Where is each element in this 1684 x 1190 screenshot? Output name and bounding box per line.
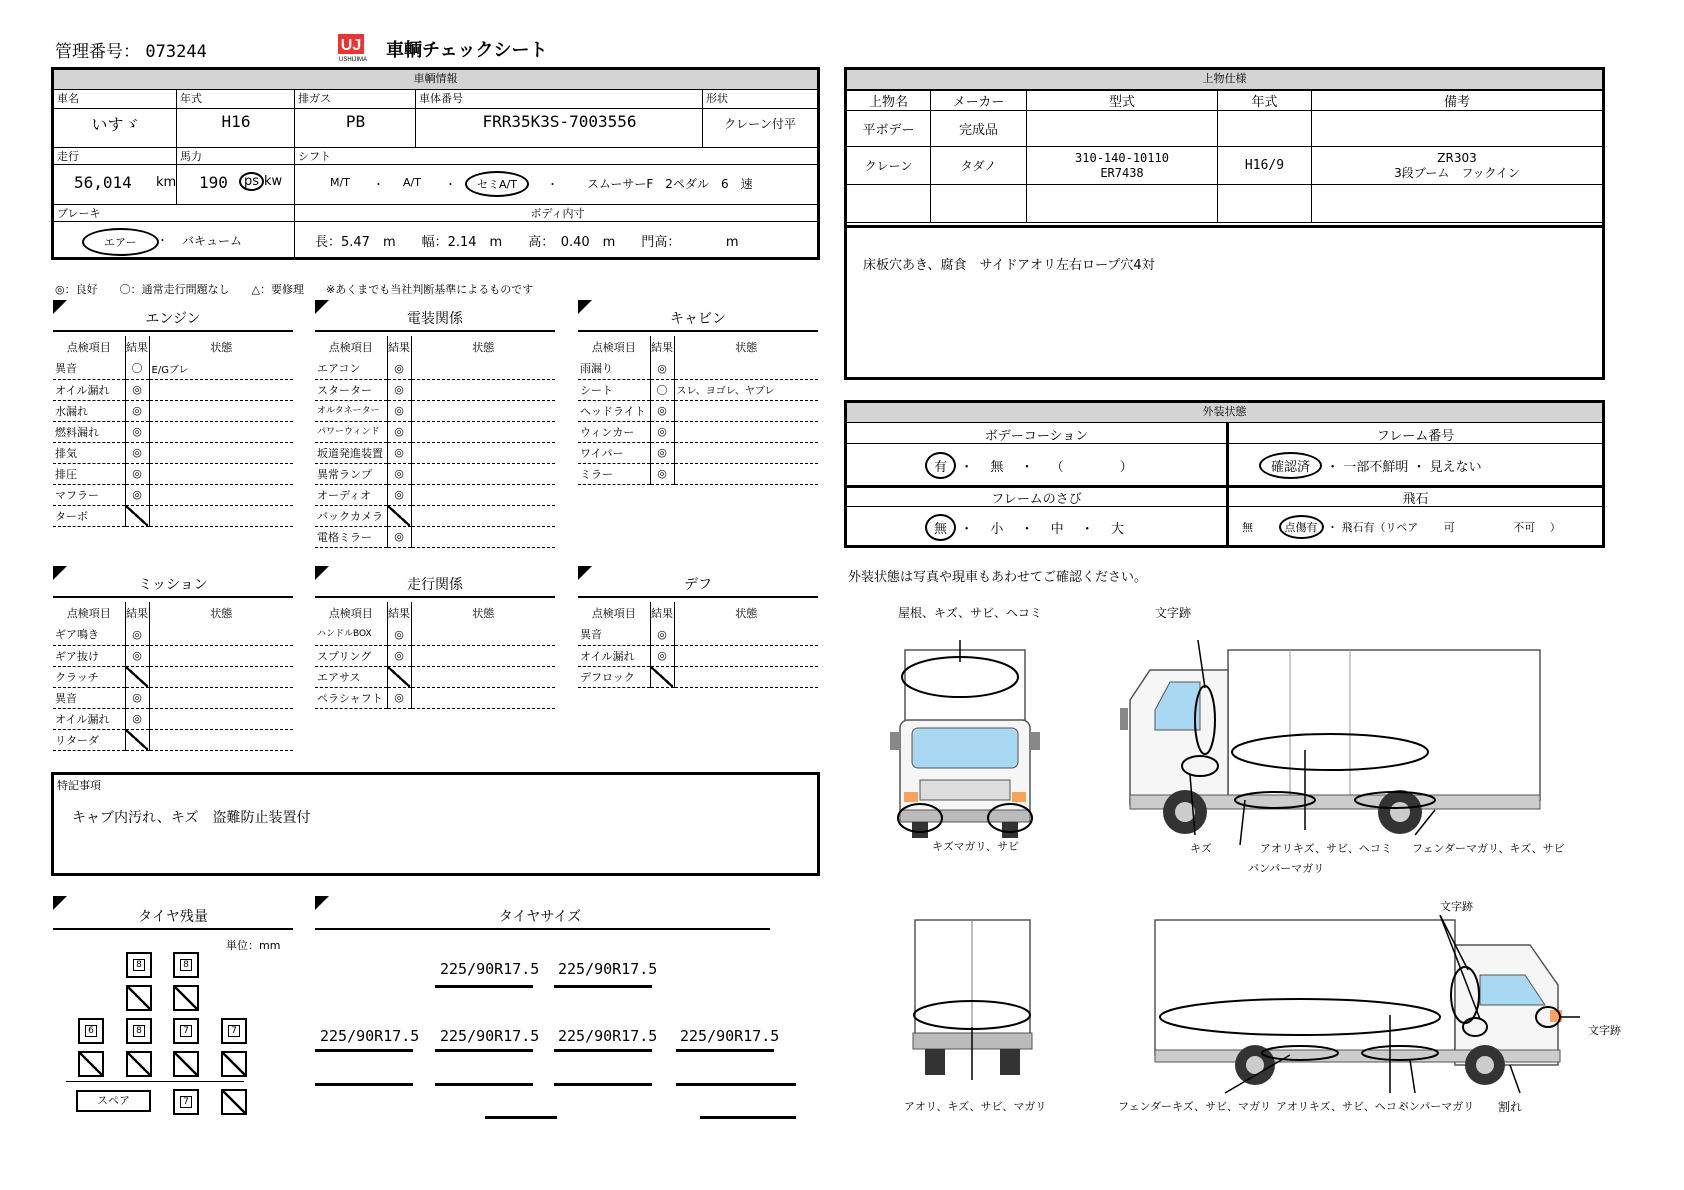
tire-size-rear-3: 225/90R17.5 [558, 1027, 658, 1045]
column-header: 結果 [387, 602, 411, 624]
inspection-row [53, 505, 293, 526]
shape-value: クレーン付平 [724, 117, 796, 131]
inspection-state: スレ、ヨゴレ、ヤブレ [674, 379, 818, 400]
tire-rear-3: 7 [173, 1018, 199, 1044]
inspection-row [53, 645, 293, 666]
inspection-result: ◎ [387, 358, 411, 379]
upper-row [847, 185, 1603, 223]
inspection-state [411, 421, 555, 442]
inspection-state [674, 463, 818, 484]
inspection-result: ◎ [650, 421, 674, 442]
upper-row: 平ボデー 完成品 [847, 111, 1603, 147]
inspection-result: ◎ [125, 484, 149, 505]
inspection-item: 排圧 [53, 463, 125, 484]
inspection-row [578, 421, 818, 442]
inspection-row [315, 358, 555, 379]
inspection-row [315, 400, 555, 421]
inspection-row [315, 421, 555, 442]
inspection-item: クラッチ [53, 666, 125, 687]
inspection-row [53, 624, 293, 645]
inspection-state [674, 442, 818, 463]
truck-front-diagram [890, 640, 1040, 840]
column-header: 点検項目 [53, 602, 125, 624]
side-scratch-caption: キズ [1190, 842, 1212, 855]
cabin-section-title: キャビン [670, 311, 726, 327]
column-header: 結果 [125, 336, 149, 358]
truck-left-side-diagram [1110, 640, 1550, 850]
inspection-result: ◎ [650, 463, 674, 484]
inspection-state [674, 624, 818, 645]
side-bumper-caption: バンパーマガリ [1248, 862, 1325, 875]
chassis-value: FRR35K3S-7003556 [482, 112, 637, 131]
shape-label: 形状 [706, 92, 728, 105]
column-header: 状態 [472, 341, 495, 354]
inspection-row [53, 729, 293, 750]
vehicle-info-title: 車輌情報 [54, 70, 817, 90]
inspection-item: シート [578, 379, 650, 400]
shift-at: A/T [403, 176, 421, 189]
upper-spec-table [846, 90, 1603, 223]
inspection-item: スターター [315, 379, 387, 400]
inspection-item: スプリング [315, 645, 387, 666]
not-applicable-mark [651, 667, 673, 687]
inspection-result: ◎ [125, 400, 149, 421]
inspection-state [411, 463, 555, 484]
right-letter-caption-2: 文字跡 [1588, 1024, 1621, 1037]
inspection-state [149, 687, 293, 708]
inspection-item: ギア抜け [53, 645, 125, 666]
inspection-row [578, 645, 818, 666]
maker-value: いすゞ [91, 115, 140, 134]
inspection-item: 坂道発進装置 [315, 442, 387, 463]
tire-size-rear-4: 225/90R17.5 [680, 1027, 780, 1045]
inspection-row [578, 624, 818, 645]
brake-vacuum: バキューム [182, 234, 243, 248]
body-coating-label: ボデーコーション [984, 429, 1089, 444]
inspection-result: ◎ [387, 526, 411, 547]
column-header: 状態 [210, 341, 233, 354]
engine-inspection-table [53, 336, 293, 527]
inspection-row [315, 687, 555, 708]
inspection-result [650, 666, 674, 687]
tire-size-front-right: 225/90R17.5 [558, 960, 658, 978]
tire-rear-4: 7 [221, 1018, 247, 1044]
tire-size-rear-1: 225/90R17.5 [320, 1027, 420, 1045]
inspection-state [674, 645, 818, 666]
inspection-item: 雨漏り [578, 358, 650, 379]
column-header: 結果 [650, 336, 674, 358]
inspection-item: オイル漏れ [53, 708, 125, 729]
inspection-row [315, 624, 555, 645]
running-inspection-table [315, 602, 555, 709]
inspection-item: リターダ [53, 729, 125, 750]
inspection-state [674, 421, 818, 442]
inspection-item: 異音 [53, 358, 125, 379]
inspection-state [411, 358, 555, 379]
inspection-result: ◎ [387, 687, 411, 708]
inspection-state [674, 400, 818, 421]
inspection-result: ◎ [650, 358, 674, 379]
mileage-unit: km [156, 175, 177, 190]
tire-size-rear-2: 225/90R17.5 [440, 1027, 540, 1045]
body-dims-value: 長：5.47 m 幅：2.14 m 高： 0.40 m 門高： m [315, 235, 739, 250]
inspection-item: ターボ [53, 505, 125, 526]
logo-text: USHIJIMA [338, 57, 368, 63]
not-applicable-mark [388, 506, 410, 526]
inspection-row [315, 666, 555, 687]
tire-front-left-empty [126, 985, 152, 1011]
inspection-row [315, 484, 555, 505]
management-number [55, 37, 207, 62]
inspection-row [578, 379, 818, 400]
inspection-result: ◎ [125, 421, 149, 442]
inspection-result: ◎ [387, 442, 411, 463]
inspection-result: ◎ [125, 463, 149, 484]
column-header: 点検項目 [578, 602, 650, 624]
inspection-row [53, 421, 293, 442]
front-top-caption: 屋根、キズ、サビ、ヘコミ [898, 606, 1043, 620]
inspection-state [149, 505, 293, 526]
inspection-item: 異音 [578, 624, 650, 645]
inspection-result: ◎ [125, 442, 149, 463]
inspection-result [387, 666, 411, 687]
column-header: 状態 [735, 341, 758, 354]
column-header: 結果 [650, 602, 674, 624]
right-aori-caption: アオリキズ、サビ、ヘコミ [1276, 1100, 1408, 1113]
inspection-state [149, 645, 293, 666]
tire-rear-1: 6 [78, 1018, 104, 1044]
inspection-result: ◎ [650, 400, 674, 421]
inspection-item: ハンドルBOX [315, 624, 387, 645]
upper-spec-box [844, 67, 1605, 380]
inspection-row [315, 442, 555, 463]
not-applicable-mark [388, 667, 410, 687]
inspection-item: エアサス [315, 666, 387, 687]
diff-inspection-table [578, 602, 818, 688]
inspection-item: ペラシャフト [315, 687, 387, 708]
inspection-row [315, 463, 555, 484]
column-header: 点検項目 [578, 336, 650, 358]
inspection-state [674, 358, 818, 379]
inspection-result: ◎ [125, 708, 149, 729]
maker-label: 車名 [57, 92, 79, 105]
column-header: 結果 [387, 336, 411, 358]
inspection-row [53, 400, 293, 421]
legend: ◎：良好 〇：通常走行問題なし △：要修理 ※あくまでも当社判断基準によるものです [55, 283, 534, 296]
chip-label: 飛石 [1402, 492, 1429, 507]
inspection-state [411, 379, 555, 400]
upper-col-model: 型式 [1027, 91, 1218, 111]
vehicle-info-box: 車輌情報 車名 いすゞ 年式 H16 排ガス PB 車体番号 FRR35K3S-7003556 形状 クレーン付平 走行 56,014 km 馬力 190 ps kw シフト M/T ・ A/T ・ セミA/T ・ スムーサーF 2ペダル 6 速 ブレーキ エアー ・ バキューム ボディ内寸 長：5.47 m 幅：2.14 m 高： 0.40 m 門高： m [51, 67, 820, 260]
column-header: 状態 [735, 607, 758, 620]
inspection-state [149, 708, 293, 729]
power-unit-kw: kw [264, 174, 283, 189]
running-section-title: 走行関係 [407, 577, 463, 593]
inspection-state [411, 505, 555, 526]
inspection-state [149, 421, 293, 442]
frame-number-label: フレーム番号 [1376, 429, 1455, 444]
inspection-row [53, 708, 293, 729]
inspection-row [53, 442, 293, 463]
right-crack-caption: 割れ [1498, 1100, 1523, 1114]
column-header: 点検項目 [315, 602, 387, 624]
right-bumper-caption: バンパーマガリ [1398, 1100, 1475, 1113]
inspection-state [149, 379, 293, 400]
tire-front-right-empty [173, 985, 199, 1011]
inspection-row [53, 666, 293, 687]
inspection-state [411, 484, 555, 505]
inspection-row [315, 526, 555, 547]
inspection-result [125, 505, 149, 526]
engine-section-title: エンジン [145, 311, 201, 327]
inspection-item: オイル漏れ [53, 379, 125, 400]
electric-section-title: 電装関係 [407, 311, 463, 327]
inspection-row [578, 400, 818, 421]
shift-detail: スムーサーF 2ペダル 6 速 [587, 177, 753, 191]
tire-rear-2: 8 [126, 1018, 152, 1044]
side-fender-caption: フェンダーマガリ、キズ、サビ [1412, 842, 1565, 855]
mission-section-title: ミッション [138, 577, 208, 593]
inspection-state [149, 729, 293, 750]
year-value: H16 [221, 112, 251, 131]
inspection-result: ◎ [125, 624, 149, 645]
frame-number-options: 確認済 ・ 一部不鮮明 ・ 見えない [1259, 452, 1482, 479]
power-value: 190 [199, 173, 228, 192]
special-notes-label: 特記事項 [57, 779, 101, 792]
inspection-item: デフロック [578, 666, 650, 687]
inspection-result: ◎ [387, 421, 411, 442]
inspection-result: ◎ [650, 442, 674, 463]
inspection-item: 燃料漏れ [53, 421, 125, 442]
shift-semi-at: セミA/T [465, 171, 529, 197]
exterior-note: 外装状態は写真や現車もあわせてご確認ください。 [848, 570, 1148, 585]
inspection-state [411, 442, 555, 463]
cabin-inspection-table [578, 336, 818, 485]
inspection-item: オイル漏れ [578, 645, 650, 666]
frame-rust-label: フレームのさび [991, 492, 1082, 507]
inspection-item: ウィンカー [578, 421, 650, 442]
inspection-state [674, 666, 818, 687]
special-notes-text: キャブ内汚れ、キズ 盗難防止装置付 [72, 810, 311, 826]
tire-spare: 7 [173, 1089, 199, 1115]
company-logo [330, 33, 376, 63]
upper-row: クレーン タダノ 310-140-10110 ER7438 H16/9 ZR303 3段ブーム フックイン [847, 147, 1603, 185]
year-label: 年式 [180, 92, 202, 105]
inspection-row [578, 442, 818, 463]
inspection-state [411, 624, 555, 645]
inspection-row [315, 505, 555, 526]
inspection-result: ◎ [387, 379, 411, 400]
truck-rear-diagram [905, 915, 1035, 1085]
inspection-result [125, 729, 149, 750]
inspection-result: ◎ [125, 687, 149, 708]
body-coating-options: 有 ・ 無 ・ （ ） [925, 452, 1133, 479]
power-unit-ps: ps [239, 172, 264, 191]
rear-bottom-caption: アオリ、キズ、サビ、マガリ [904, 1100, 1047, 1113]
shift-mt: M/T [330, 176, 350, 189]
inspection-state [411, 687, 555, 708]
inspection-item: オーディオ [315, 484, 387, 505]
inspection-result: ◎ [387, 400, 411, 421]
right-fender-caption: フェンダーキズ、サビ、マガリ [1118, 1100, 1272, 1113]
inspection-item: マフラー [53, 484, 125, 505]
inspection-item: バックカメラ [315, 505, 387, 526]
not-applicable-mark [126, 730, 148, 750]
mileage-value: 56,014 [74, 173, 132, 192]
electric-inspection-table [315, 336, 555, 548]
inspection-row [578, 463, 818, 484]
management-number-label: 管理番号： [55, 42, 140, 62]
column-header: 結果 [125, 602, 149, 624]
inspection-result: ◎ [125, 645, 149, 666]
side-letter-caption: 文字跡 [1155, 606, 1192, 620]
column-header: 状態 [210, 607, 233, 620]
tire-front-left: 8 [126, 952, 152, 978]
tire-size-title: タイヤサイズ [498, 909, 582, 925]
not-applicable-mark [126, 506, 148, 526]
inspection-item: 異音 [53, 687, 125, 708]
tire-remaining-title: タイヤ残量 [138, 909, 208, 925]
brake-label: ブレーキ [54, 205, 294, 222]
inspection-result: ◎ [650, 624, 674, 645]
inspection-state [149, 624, 293, 645]
upper-col-year: 年式 [1218, 91, 1312, 111]
upper-col-name: 上物名 [847, 91, 931, 111]
column-header: 状態 [472, 607, 495, 620]
inspection-result [125, 666, 149, 687]
shift-label: シフト [295, 148, 817, 165]
inspection-result: ◎ [125, 379, 149, 400]
tire-front-right: 8 [173, 952, 199, 978]
front-bottom-caption: キズマガリ、サビ [932, 840, 1020, 853]
inspection-row [578, 666, 818, 687]
body-dims-label: ボディ内寸 [295, 205, 817, 222]
inspection-item: 電格ミラー [315, 526, 387, 547]
column-header: 点検項目 [315, 336, 387, 358]
inspection-row [578, 358, 818, 379]
inspection-item: ミラー [578, 463, 650, 484]
inspection-item: オルタネーター [315, 400, 387, 421]
spare-label: スペア [76, 1090, 151, 1112]
chassis-label: 車体番号 [419, 92, 463, 105]
inspection-row [53, 484, 293, 505]
upper-spec-title: 上物仕様 [847, 70, 1602, 90]
inspection-result: ◎ [387, 484, 411, 505]
frame-rust-options: 無 ・ 小 ・ 中 ・ 大 [925, 514, 1124, 541]
mileage-label: 走行 [54, 148, 176, 165]
brake-air: エアー [82, 228, 159, 256]
emission-label: 排ガス [298, 92, 331, 105]
inspection-state [149, 484, 293, 505]
truck-right-side-diagram [1150, 915, 1580, 1095]
inspection-result: ◎ [387, 645, 411, 666]
power-label: 馬力 [177, 148, 294, 165]
exterior-title: 外装状態 [847, 403, 1602, 423]
inspection-row [53, 358, 293, 379]
chip-options: 無 点傷有 ・ 飛石有（リペア 可 不可 ） [1242, 515, 1561, 539]
upper-col-maker: メーカー [931, 91, 1027, 111]
inspection-result [387, 505, 411, 526]
inspection-item: パワーウィンド [315, 421, 387, 442]
inspection-row [53, 687, 293, 708]
inspection-state [411, 645, 555, 666]
upper-remarks: 床板穴あき、腐食 サイドアオリ左右ロープ穴4対 [863, 258, 1155, 273]
inspection-state: E/Gブレ [149, 358, 293, 379]
inspection-item: 異常ランプ [315, 463, 387, 484]
inspection-state [411, 526, 555, 547]
inspection-item: 排気 [53, 442, 125, 463]
side-aori-caption: アオリキズ、サビ、ヘコミ [1260, 842, 1392, 855]
diff-section-title: デフ [684, 577, 712, 593]
upper-col-remarks: 備考 [1312, 91, 1603, 111]
tire-unit: 単位：mm [226, 939, 281, 952]
emission-value: PB [345, 112, 366, 131]
inspection-result: ◎ [650, 645, 674, 666]
tire-size-front-left: 225/90R17.5 [440, 960, 540, 978]
document-title: 車輌チェックシート [386, 40, 548, 61]
inspection-state [149, 442, 293, 463]
not-applicable-mark [126, 667, 148, 687]
inspection-row [53, 379, 293, 400]
inspection-state [149, 400, 293, 421]
inspection-item: ワイパー [578, 442, 650, 463]
inspection-state [149, 666, 293, 687]
inspection-item: 水漏れ [53, 400, 125, 421]
inspection-state [149, 463, 293, 484]
inspection-state [411, 666, 555, 687]
svg-text:UJ: UJ [340, 37, 362, 54]
inspection-item: ヘッドライト [578, 400, 650, 421]
special-notes-box [51, 772, 820, 876]
mission-inspection-table [53, 602, 293, 751]
inspection-result: 〇 [650, 379, 674, 400]
inspection-result: ◎ [387, 624, 411, 645]
column-header: 点検項目 [53, 336, 125, 358]
inspection-item: エアコン [315, 358, 387, 379]
inspection-row [315, 379, 555, 400]
inspection-state [411, 400, 555, 421]
right-letter-caption-1: 文字跡 [1440, 900, 1473, 913]
management-number-value: 073244 [145, 42, 207, 62]
inspection-row [53, 463, 293, 484]
inspection-result: ◎ [387, 463, 411, 484]
inspection-row [315, 645, 555, 666]
exterior-box [844, 400, 1605, 548]
inspection-item: ギア鳴き [53, 624, 125, 645]
inspection-result: 〇 [125, 358, 149, 379]
